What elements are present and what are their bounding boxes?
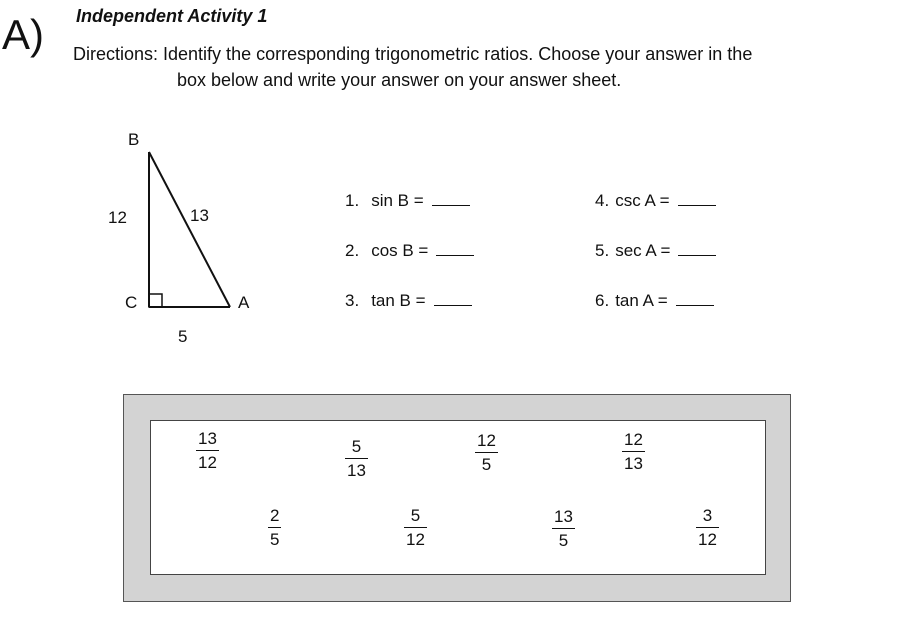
section-letter: A)	[2, 11, 44, 58]
question-4: 4. csc A =	[595, 190, 716, 211]
question-5: 5. sec A =	[595, 240, 716, 261]
choice-fraction: 3 12	[698, 506, 717, 549]
choice-fraction: 2 5	[270, 506, 280, 549]
answer-blank	[436, 240, 474, 256]
answer-blank	[678, 190, 716, 206]
choice-fraction: 5 12	[406, 506, 425, 549]
side-ab-line	[149, 152, 230, 307]
vertex-c-label: C	[125, 293, 138, 312]
vertex-b-label: B	[128, 130, 140, 149]
directions-line-2: box below and write your answer on your answer sheet.	[177, 70, 622, 90]
answer-choices-box	[150, 420, 766, 575]
side-bc-label: 12	[108, 208, 127, 227]
question-2: 2. cos B =	[345, 240, 474, 261]
side-ab-label: 13	[190, 206, 209, 225]
vertex-a-label: A	[238, 293, 250, 312]
question-3: 3. tan B =	[345, 290, 472, 311]
directions-line-1: Directions: Identify the corresponding trigonometric ratios. Choose your answer in the	[73, 44, 753, 64]
choice-fraction: 5 13	[347, 437, 366, 480]
choice-fraction: 12 13	[624, 430, 643, 473]
choice-fraction: 13 12	[198, 429, 217, 472]
answer-blank	[678, 240, 716, 256]
question-1: 1. sin B =	[345, 190, 470, 211]
choice-fraction: 13 5	[554, 507, 573, 550]
question-6: 6. tan A =	[595, 290, 714, 311]
choice-fraction: 12 5	[477, 431, 496, 474]
answer-blank	[432, 190, 470, 206]
activity-title: Independent Activity 1	[76, 6, 268, 26]
right-angle-marker	[149, 294, 162, 307]
answer-blank	[434, 290, 472, 306]
answer-blank	[676, 290, 714, 306]
side-ca-label: 5	[178, 327, 188, 346]
